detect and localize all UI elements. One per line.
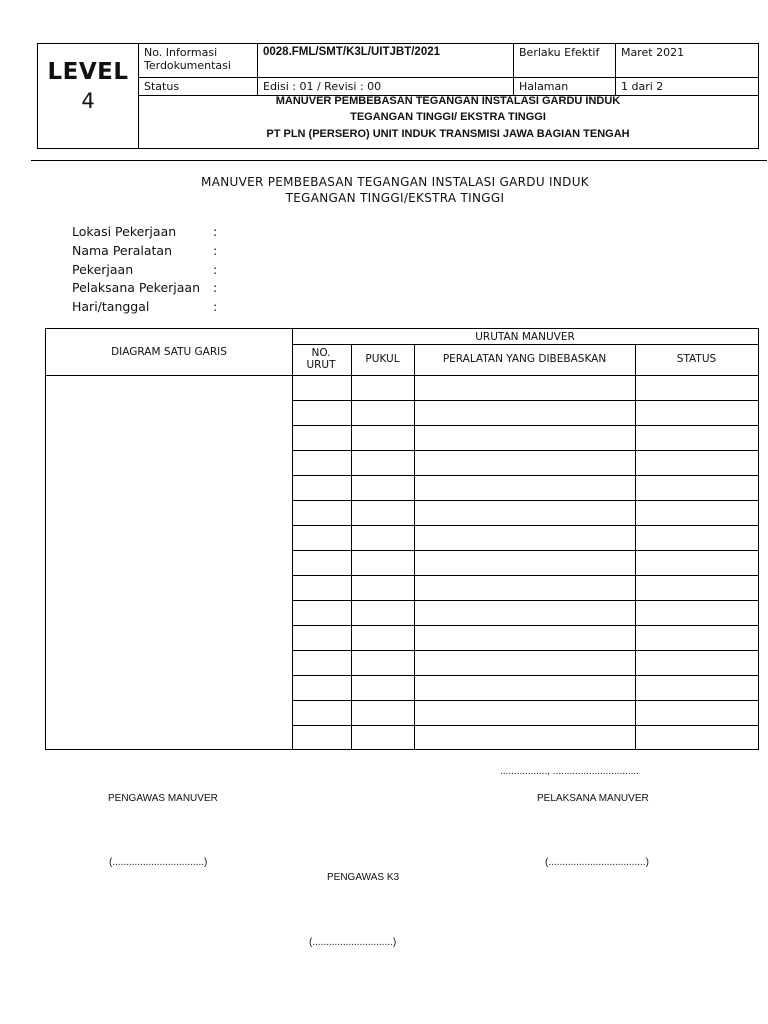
doc-number: 0028.FML/SMT/K3L/UITJBT/2021 <box>263 46 441 58</box>
table-row-line <box>292 400 758 401</box>
sign-left: (.................................) <box>109 857 208 868</box>
page-label: Halaman <box>519 80 569 93</box>
field-peralatan-label: Nama Peralatan <box>72 243 173 258</box>
header-title-line2: TEGANGAN TINGGI/ EKSTRA TINGGI <box>350 111 546 123</box>
table-row-line <box>292 525 758 526</box>
field-pelaksana-label: Pelaksana Pekerjaan <box>72 280 201 295</box>
col-status: STATUS <box>676 353 717 365</box>
table-row-line <box>292 575 758 576</box>
header-title-line1: MANUVER PEMBEBASAN TEGANGAN INSTALASI GARDU INDUK <box>275 95 621 107</box>
sign-center: (.............................) <box>309 937 397 948</box>
header-title-line3: PT PLN (PERSERO) UNIT INDUK TRANSMISI JAWA BAGIAN TENGAH <box>266 128 630 140</box>
table-row-line <box>292 700 758 701</box>
table-row-line <box>292 550 758 551</box>
table-row-line <box>292 625 758 626</box>
table-row-line <box>292 425 758 426</box>
page-value: 1 dari 2 <box>621 80 664 93</box>
edition: Edisi : 01 / Revisi : 00 <box>263 80 382 93</box>
doc-title-line1: MANUVER PEMBEBASAN TEGANGAN INSTALASI GARDU INDUK <box>201 175 589 189</box>
table-row-line <box>292 600 758 601</box>
pengawas-k3-label: PENGAWAS K3 <box>327 872 400 883</box>
pengawas-manuver-label: PENGAWAS MANUVER <box>108 793 218 804</box>
field-hari-colon: : <box>213 299 218 314</box>
sign-right: (...................................) <box>545 857 649 868</box>
document-header <box>37 43 759 149</box>
level-label: LEVEL <box>47 59 129 85</box>
field-pekerjaan-colon: : <box>213 262 218 277</box>
table-row-line <box>292 725 758 726</box>
doc-title-line2: TEGANGAN TINGGI/EKSTRA TINGGI <box>285 191 505 205</box>
table-row-line <box>292 475 758 476</box>
field-lokasi-colon: : <box>213 224 218 239</box>
table-row-line <box>292 650 758 651</box>
field-hari-label: Hari/tanggal <box>72 299 150 314</box>
urutan-header: URUTAN MANUVER <box>475 331 575 343</box>
date-place-line: ................., ............................... <box>500 766 639 777</box>
table-row-line <box>292 675 758 676</box>
pelaksana-manuver-label: PELAKSANA MANUVER <box>537 793 649 804</box>
col-pukul: PUKUL <box>365 353 400 365</box>
info-label: No. Informasi Terdokumentasi <box>144 46 231 72</box>
manuver-table <box>45 328 759 750</box>
col-peralatan: PERALATAN YANG DIBEBASKAN <box>442 353 607 365</box>
status-label: Status <box>144 80 180 93</box>
field-lokasi-label: Lokasi Pekerjaan <box>72 224 177 239</box>
field-pekerjaan-label: Pekerjaan <box>72 262 134 277</box>
header-divider <box>31 160 767 161</box>
col-no-urut: NO. URUT <box>306 347 336 371</box>
effective-label: Berlaku Efektif <box>519 46 600 59</box>
field-pelaksana-colon: : <box>213 280 218 295</box>
level-number: 4 <box>81 89 95 113</box>
table-row-line <box>292 500 758 501</box>
table-row-line <box>292 450 758 451</box>
effective-value: Maret 2021 <box>621 46 685 59</box>
diagram-header: DIAGRAM SATU GARIS <box>111 346 227 358</box>
field-peralatan-colon: : <box>213 243 218 258</box>
